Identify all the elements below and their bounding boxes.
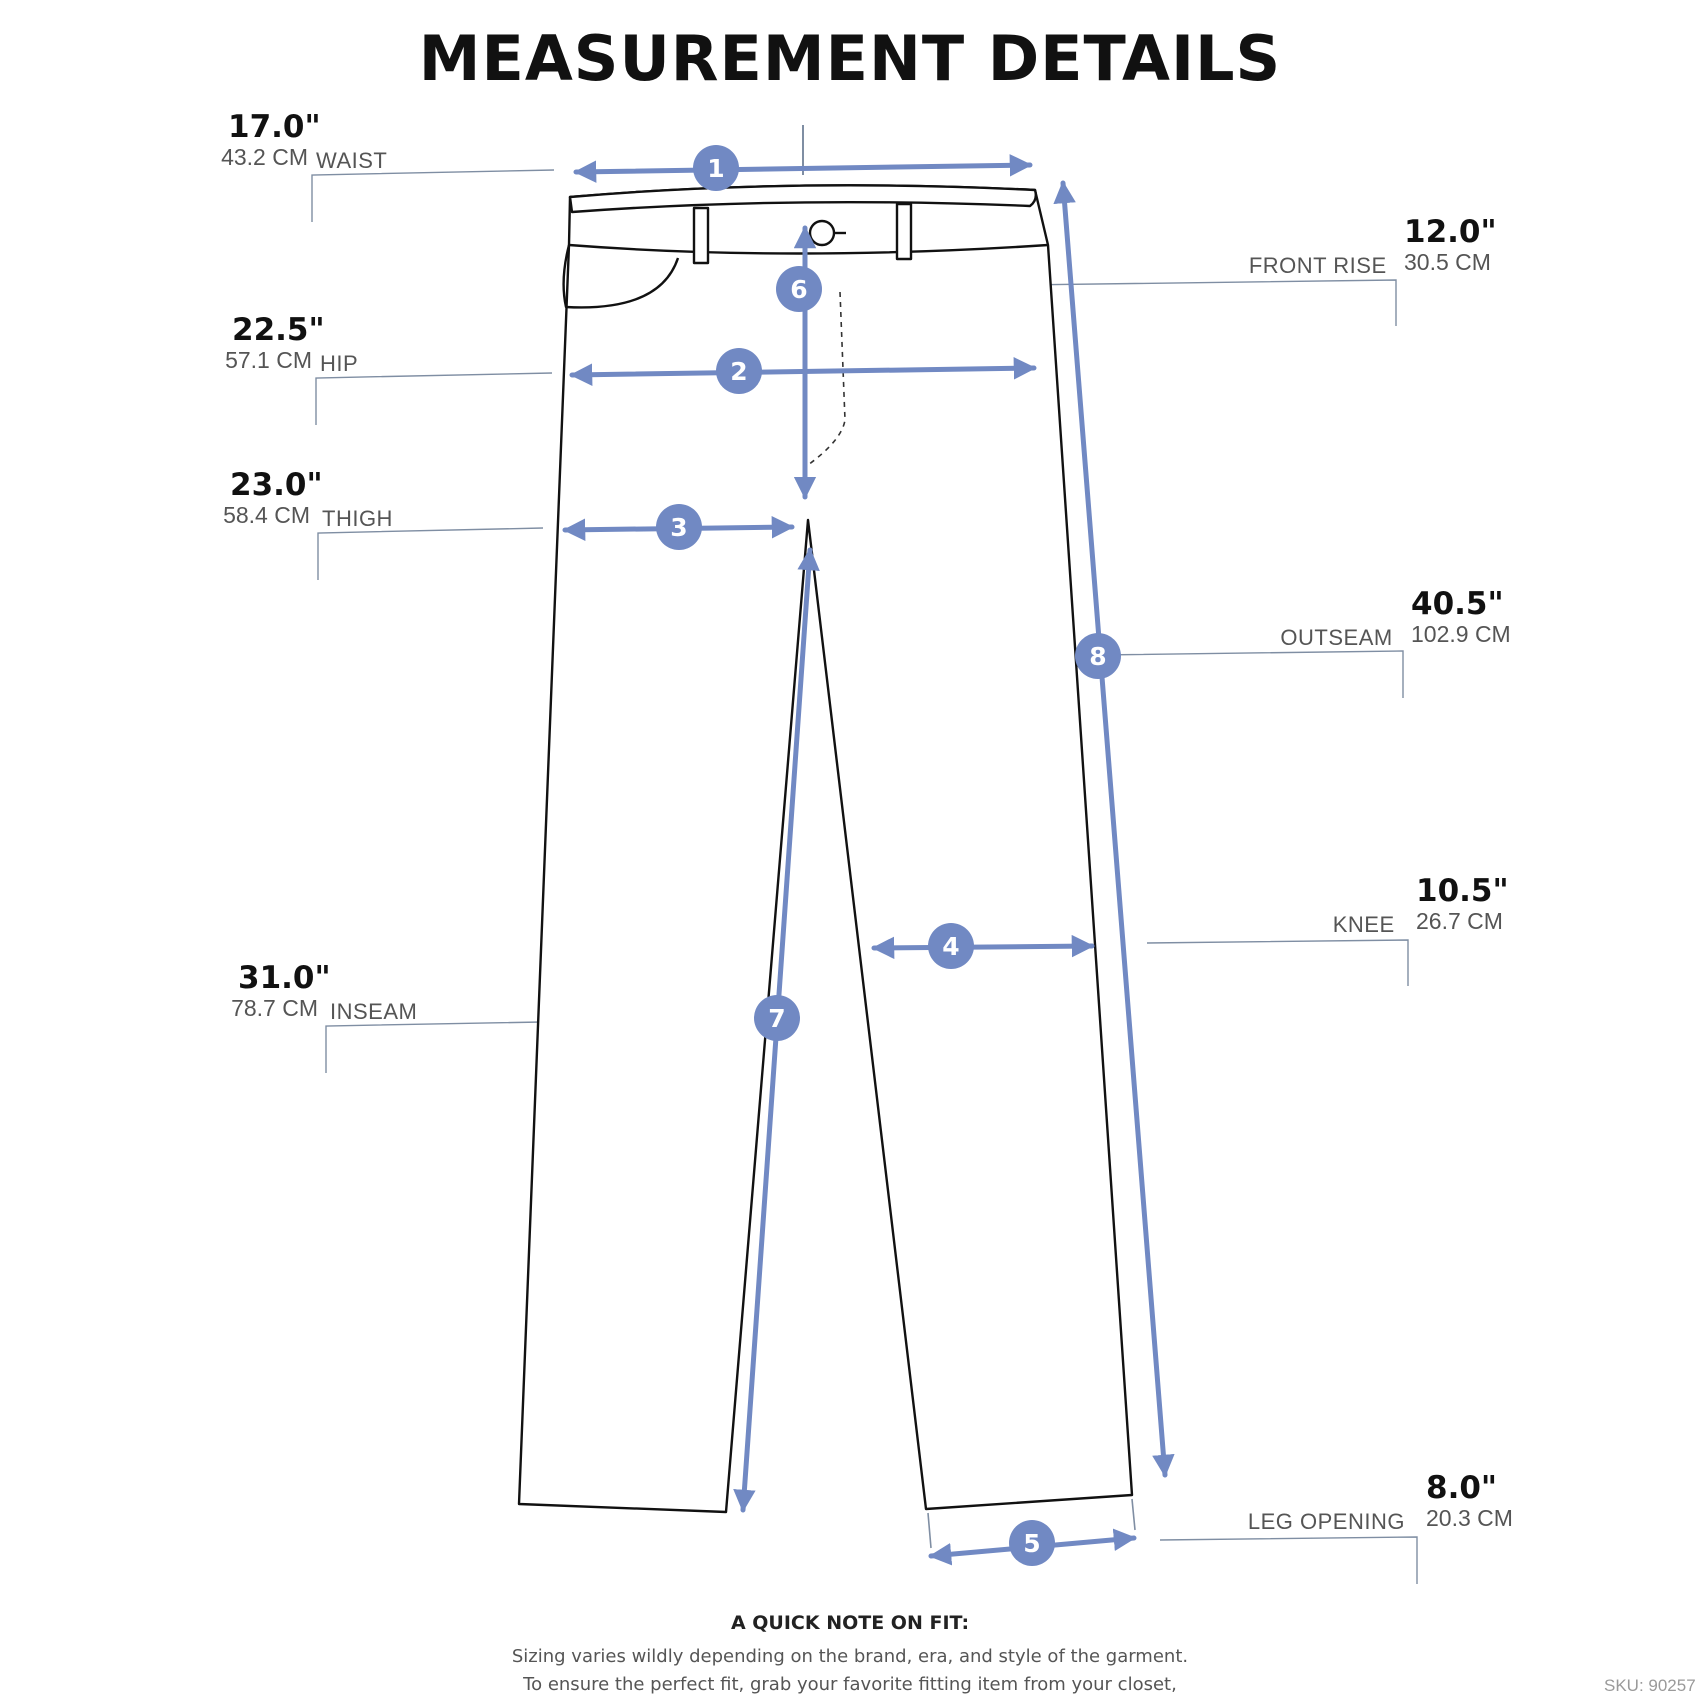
- leg-opening-measurement: [1247, 1470, 1513, 1534]
- belt-loop-left: [694, 208, 708, 263]
- badge-1-icon: [693, 145, 739, 191]
- badge-5-number: 5: [1023, 1529, 1041, 1558]
- outseam-measurement: [1280, 586, 1511, 650]
- waist-arrow: [576, 165, 1030, 172]
- knee-inch: 10.5": [1416, 873, 1509, 909]
- button: [810, 221, 834, 245]
- page-title: MEASUREMENT DETAILS: [418, 22, 1282, 95]
- outseam-inch: 40.5": [1411, 586, 1504, 622]
- leg-opening-cm: 20.3 CM: [1426, 1505, 1513, 1531]
- badge-6-number: 6: [790, 275, 808, 304]
- hip-measurement: [212, 312, 359, 376]
- knee-leader: [1147, 940, 1408, 986]
- badge-6-icon: [776, 266, 822, 312]
- badge-1-number: 1: [707, 154, 725, 183]
- badge-7-icon: [754, 995, 800, 1041]
- knee-cm: 26.7 CM: [1416, 908, 1503, 934]
- pants-body: [519, 185, 1132, 1512]
- fit-note-line-2: To ensure the perfect fit, grab your favorite fitting item from your closet,: [523, 1674, 1177, 1695]
- sku-label: SKU: 90257: [1604, 1676, 1696, 1695]
- knee-measurement: [1332, 873, 1509, 937]
- waist-measurement: [208, 109, 388, 173]
- hip-leader: [316, 373, 552, 425]
- leg-opening-leader: [1160, 1537, 1417, 1584]
- inseam-label: INSEAM: [330, 999, 418, 1024]
- inseam-inch: 31.0": [238, 960, 331, 996]
- knee-label: KNEE: [1332, 912, 1395, 937]
- badge-7-number: 7: [768, 1004, 786, 1033]
- thigh-cm: 58.4 CM: [223, 502, 310, 528]
- waist-cm: 43.2 CM: [221, 144, 308, 170]
- inseam-measurement: [218, 960, 418, 1024]
- badge-3-number: 3: [670, 513, 688, 542]
- badge-8-number: 8: [1089, 642, 1107, 671]
- front-rise-label: FRONT RISE: [1248, 253, 1387, 278]
- outseam-leader: [1098, 651, 1403, 698]
- waist-label: WAIST: [316, 148, 388, 173]
- badge-4-icon: [928, 923, 974, 969]
- knee-arrow: [874, 946, 1092, 948]
- badge-2-icon: [716, 348, 762, 394]
- hip-label: HIP: [320, 351, 359, 376]
- leg-opening-label: LEG OPENING: [1247, 1509, 1405, 1534]
- outseam-label: OUTSEAM: [1280, 625, 1393, 650]
- waist-leader: [312, 170, 554, 222]
- front-rise-inch: 12.0": [1404, 214, 1497, 250]
- pants-outline: [519, 185, 1132, 1512]
- badge-4-number: 4: [942, 932, 960, 961]
- thigh-inch: 23.0": [230, 467, 323, 503]
- fit-note-title: A QUICK NOTE ON FIT:: [730, 1612, 970, 1634]
- badge-8-icon: [1075, 633, 1121, 679]
- thigh-leader: [318, 528, 543, 580]
- waist-inch: 17.0": [228, 109, 321, 145]
- hip-inch: 22.5": [232, 312, 325, 348]
- leg-opening-inch: 8.0": [1426, 1470, 1498, 1506]
- front-rise-cm: 30.5 CM: [1404, 249, 1491, 275]
- thigh-label: THIGH: [322, 506, 393, 531]
- front-rise-measurement: [1248, 214, 1497, 278]
- badge-2-number: 2: [730, 357, 748, 386]
- hip-cm: 57.1 CM: [225, 347, 312, 373]
- belt-loop-right: [897, 204, 911, 259]
- badge-3-icon: [656, 504, 702, 550]
- outseam-cm: 102.9 CM: [1411, 621, 1511, 647]
- inseam-cm: 78.7 CM: [231, 995, 318, 1021]
- fit-note-line-1: Sizing varies wildly depending on the brand, era, and style of the garment.: [511, 1646, 1189, 1667]
- badge-5-icon: [1009, 1520, 1055, 1566]
- thigh-measurement: [210, 467, 393, 531]
